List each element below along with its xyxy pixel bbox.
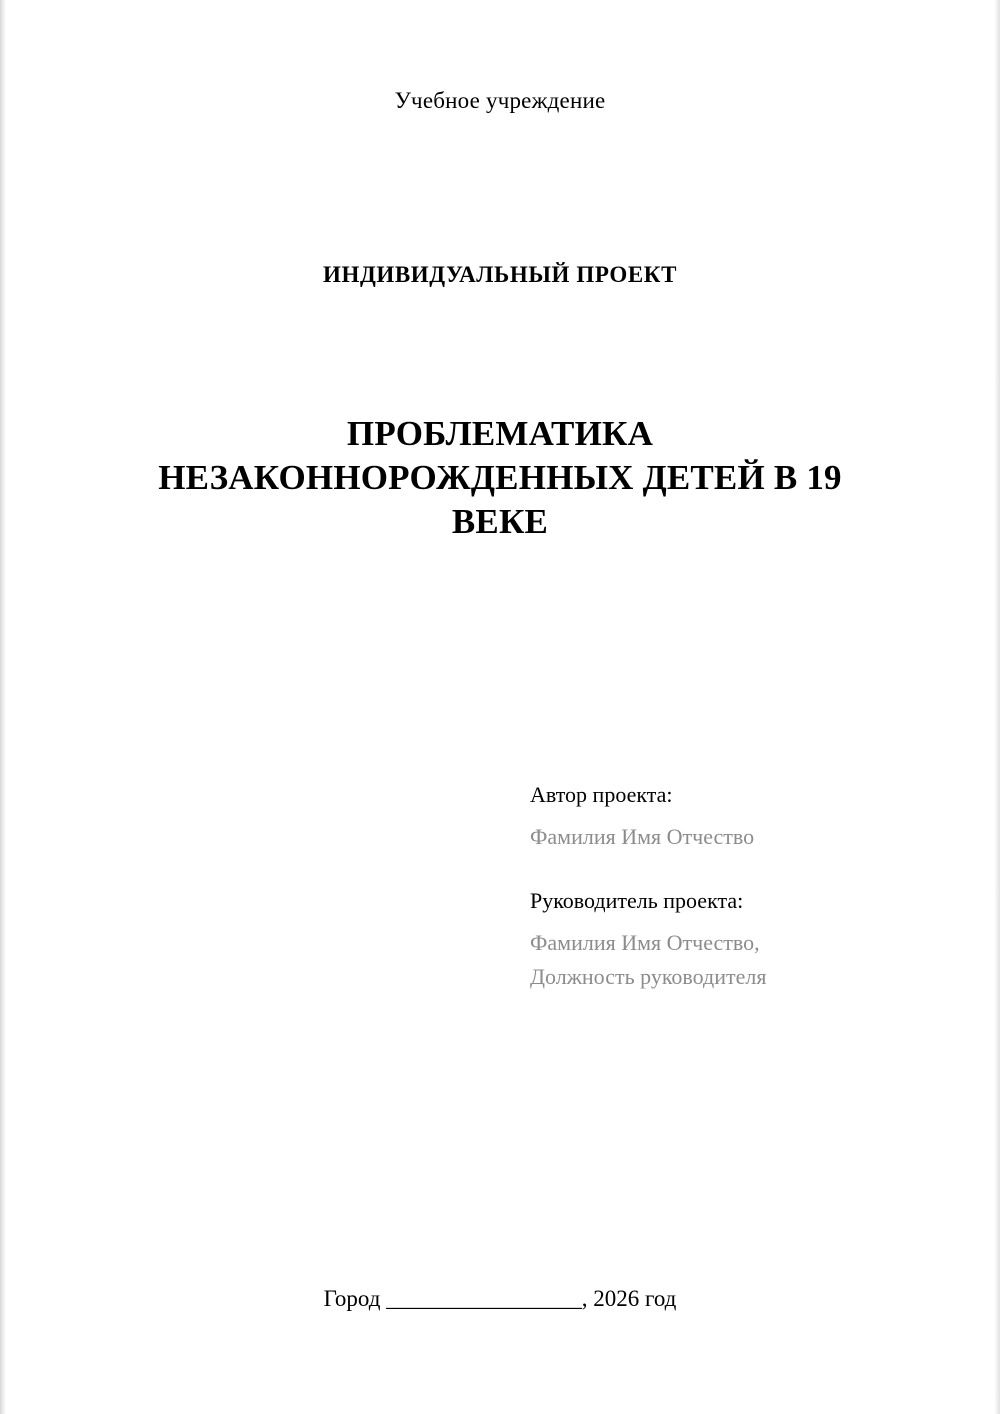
institution-name: Учебное учреждение: [394, 88, 606, 113]
page-content: [120, 0, 880, 1414]
credits-section: [530, 778, 880, 1024]
supervisor-value-line-2: Должность руководителя: [530, 964, 767, 990]
supervisor-block: [530, 884, 880, 994]
supervisor-value-line-1: Фамилия Имя Отчество,: [530, 930, 760, 956]
document-type-heading: ИНДИВИДУАЛЬНЫЙ ПРОЕКТ: [322, 262, 678, 287]
author-block: [530, 778, 880, 854]
author-value: Фамилия Имя Отчество: [530, 824, 755, 850]
page-title: ПРОБЛЕМАТИКА НЕЗАКОННОРОЖДЕННЫХ ДЕТЕЙ В 19 ВЕКЕ: [158, 414, 842, 541]
author-label: Автор проекта:: [530, 782, 673, 807]
city-year-line: Город _________________, 2026 год: [323, 1286, 677, 1311]
supervisor-label: Руководитель проекта:: [530, 888, 744, 914]
